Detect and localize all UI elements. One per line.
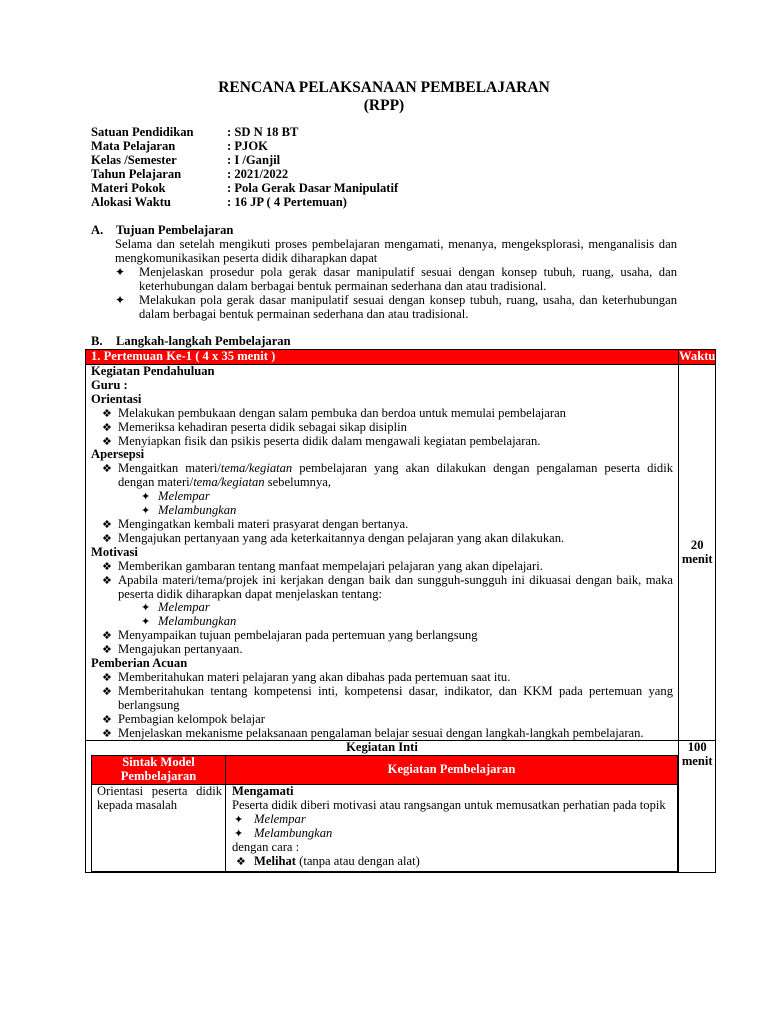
list-item-text: Memberitahukan materi pelajaran yang akan dibahas pada pertemuan saat itu. bbox=[118, 669, 511, 684]
list-item-text: Pembagian kelompok belajar bbox=[118, 711, 265, 726]
apersepsi-title: Apersepsi bbox=[91, 447, 145, 462]
acuan-title: Pemberian Acuan bbox=[91, 656, 188, 671]
list-item-text: Mengajukan pertanyaan. bbox=[118, 642, 243, 657]
section-b-heading bbox=[91, 335, 291, 349]
identity-row bbox=[91, 168, 691, 182]
list-item-italic: tema/kegiatan bbox=[220, 461, 293, 476]
sub-item-text: Melambungkan bbox=[158, 503, 237, 518]
motivasi-title: Motivasi bbox=[91, 544, 138, 559]
inti-header-row bbox=[92, 756, 678, 785]
identity-label: Satuan Pendidikan bbox=[91, 125, 194, 139]
star-arrow-icon: ✦ bbox=[234, 813, 244, 826]
doc-title-line2: (RPP) bbox=[363, 97, 405, 114]
cara-label: dengan cara : bbox=[232, 839, 300, 854]
star-arrow-icon: ✦ bbox=[234, 826, 244, 840]
sub-item-text: Melambungkan bbox=[254, 825, 333, 840]
diamond-bullet-icon: ❖ bbox=[102, 462, 112, 476]
four-pointed-star-icon: ✦ bbox=[115, 265, 126, 279]
inti-time bbox=[679, 741, 716, 872]
star-arrow-icon: ✦ bbox=[141, 504, 151, 518]
identity-row bbox=[91, 182, 691, 196]
sub-item-text: Melempar bbox=[158, 600, 210, 615]
section-title: Langkah-langkah Pembelajaran bbox=[116, 334, 291, 348]
orientasi-title: Orientasi bbox=[91, 391, 142, 406]
section-a-heading bbox=[91, 224, 233, 238]
identity-label: Alokasi Waktu bbox=[91, 195, 171, 209]
identity-value: : PJOK bbox=[227, 139, 268, 153]
objective-item bbox=[115, 294, 677, 322]
list-item bbox=[86, 685, 678, 713]
pendahuluan-time bbox=[679, 365, 716, 741]
diamond-bullet-icon: ❖ bbox=[236, 854, 246, 868]
lesson-steps-table bbox=[85, 349, 716, 873]
list-item-text: Mengingatkan kembali materi prasyarat dengan bertanya. bbox=[118, 516, 409, 531]
star-arrow-icon: ✦ bbox=[141, 615, 151, 629]
diamond-bullet-icon: ❖ bbox=[102, 726, 112, 740]
sub-item bbox=[86, 601, 678, 615]
identity-row bbox=[91, 140, 691, 154]
inti-cell bbox=[86, 741, 679, 872]
diamond-bullet-icon: ❖ bbox=[102, 531, 112, 545]
list-item bbox=[86, 727, 678, 741]
diamond-bullet-icon: ❖ bbox=[102, 420, 112, 434]
diamond-bullet-icon: ❖ bbox=[102, 559, 112, 573]
list-item bbox=[86, 462, 678, 490]
star-arrow-icon: ✦ bbox=[141, 490, 151, 504]
list-item-text: Apabila materi/tema/projek ini kerjakan dengan baik dan sungguh-sungguh ini dikuasai dengan baik, maka peserta didik diharapkan dapat menjelaskan tentang: bbox=[118, 572, 673, 601]
sub-item bbox=[232, 813, 672, 827]
diamond-bullet-icon: ❖ bbox=[102, 406, 112, 420]
list-item-text: Menyampaikan tujuan pembelajaran pada pertemuan yang berlangsung bbox=[118, 628, 478, 643]
list-item bbox=[86, 421, 678, 435]
pendahuluan-row bbox=[86, 365, 716, 741]
list-item-text: Memberitahukan tentang kompetensi inti, kompetensi dasar, indikator, dan KKM pada pertemuan yang berlangsung bbox=[118, 683, 673, 712]
list-item-text: Mengajukan pertanyaan yang ada keterkaitannya dengan pelajaran yang akan dilakukan. bbox=[118, 530, 565, 545]
guru-label: Guru : bbox=[91, 377, 128, 392]
diamond-bullet-icon: ❖ bbox=[102, 670, 112, 684]
sub-item bbox=[232, 827, 672, 841]
objective-text: Menjelaskan prosedur pola gerak dasar manipulatif sesuai dengan konsep tubuh, ruang, usaha, dan keterhubungan dalam berbagai bentuk permainan sederhana dan atau tradisional. bbox=[139, 265, 677, 293]
sub-item-text: Melambungkan bbox=[158, 614, 237, 629]
identity-value: : 2021/2022 bbox=[227, 167, 289, 181]
list-item bbox=[86, 532, 678, 546]
table-header-row bbox=[86, 350, 716, 365]
identity-row bbox=[91, 154, 691, 168]
section-title: Tujuan Pembelajaran bbox=[116, 223, 234, 237]
diamond-bullet-icon: ❖ bbox=[102, 517, 112, 531]
list-item-text: Mengaitkan materi/ bbox=[118, 461, 221, 476]
list-item bbox=[86, 643, 678, 657]
inti-table bbox=[91, 755, 678, 871]
list-item-bold: Melihat bbox=[254, 853, 296, 868]
mengamati-label: Mengamati bbox=[232, 784, 294, 799]
list-item-text: Melakukan pembukaan dengan salam pembuka dan berdoa untuk memulai pembelajaran bbox=[118, 405, 566, 420]
activity-cell bbox=[226, 785, 678, 871]
time-unit: menit bbox=[681, 754, 713, 769]
list-item-text: pembelajaran yang akan dilakukan dengan pengalaman peserta didik dengan materi/ bbox=[118, 461, 674, 490]
identity-value: : Pola Gerak Dasar Manipulatif bbox=[227, 181, 399, 195]
identity-block bbox=[91, 126, 691, 210]
list-item-italic: tema/kegiatan bbox=[193, 475, 265, 490]
list-item bbox=[86, 435, 678, 449]
star-arrow-icon: ✦ bbox=[141, 601, 151, 615]
objective-text: Melakukan pola gerak dasar manipulatif sesuai dengan konsep tubuh, ruang, usaha, dan keterhubungan dalam berbagai bentuk permainan sederhana dan atau tradisional. bbox=[139, 293, 677, 321]
diamond-bullet-icon: ❖ bbox=[102, 434, 112, 448]
list-item bbox=[232, 855, 672, 869]
identity-row bbox=[91, 126, 691, 140]
identity-value: : 16 JP ( 4 Pertemuan) bbox=[227, 195, 347, 209]
inti-body-row bbox=[92, 785, 678, 871]
pendahuluan-cell bbox=[86, 365, 679, 741]
list-item-text: (tanpa atau dengan alat) bbox=[295, 853, 420, 868]
list-item bbox=[86, 560, 678, 574]
four-pointed-star-icon: ✦ bbox=[115, 293, 126, 307]
inti-title: Kegiatan Inti bbox=[346, 740, 418, 755]
identity-label: Mata Pelajaran bbox=[91, 139, 176, 153]
diamond-bullet-icon: ❖ bbox=[102, 629, 112, 643]
identity-label: Materi Pokok bbox=[91, 181, 166, 195]
sub-item bbox=[86, 490, 678, 504]
diamond-bullet-icon: ❖ bbox=[102, 684, 112, 698]
section-a-intro: Selama dan setelah mengikuti proses pembelajaran mengamati, menanya, mengeksplorasi, menganalisis dan mengkomunikasikan peserta didik diharapkan dapat bbox=[115, 237, 677, 265]
list-item bbox=[86, 713, 678, 727]
section-letter: A. bbox=[91, 223, 104, 237]
syntax-cell: Orientasi peserta didik kepada masalah bbox=[92, 785, 226, 871]
sub-item bbox=[86, 504, 678, 518]
inti-row bbox=[86, 741, 716, 872]
list-item-text: sebelumnya, bbox=[264, 475, 331, 490]
list-item-text: Memberikan gambaran tentang manfaat mempelajari pelajaran yang akan dipelajari. bbox=[118, 558, 543, 573]
time-value: 20 bbox=[690, 537, 704, 552]
identity-label: Tahun Pelajaran bbox=[91, 167, 182, 181]
section-letter: B. bbox=[91, 334, 103, 348]
sub-item-text: Melempar bbox=[158, 489, 210, 504]
identity-value: : I /Ganjil bbox=[227, 153, 281, 167]
doc-title-line1: RENCANA PELAKSANAAN PEMBELAJARAN bbox=[218, 79, 550, 96]
activity-header: Kegiatan Pembelajaran bbox=[226, 756, 678, 785]
list-item bbox=[86, 574, 678, 602]
list-item-text: Menjelaskan mekanisme pelaksanaan pengalaman belajar sesuai dengan langkah-langkah pembelajaran. bbox=[118, 725, 644, 740]
sub-item-text: Melempar bbox=[254, 812, 306, 826]
diamond-bullet-icon: ❖ bbox=[102, 643, 112, 657]
header-time: Waktu bbox=[679, 349, 716, 363]
pendahuluan-title: Kegiatan Pendahuluan bbox=[91, 364, 215, 378]
time-unit: menit bbox=[681, 551, 713, 566]
time-value: 100 bbox=[687, 740, 707, 755]
list-item bbox=[86, 407, 678, 421]
identity-value: : SD N 18 BT bbox=[227, 125, 299, 139]
list-item-text: Menyiapkan fisik dan psikis peserta didik dalam mengawali kegiatan pembelajaran. bbox=[118, 433, 541, 448]
sub-item bbox=[86, 615, 678, 629]
identity-row bbox=[91, 196, 691, 210]
list-item-text: Memeriksa kehadiran peserta didik sebagai sikap disiplin bbox=[118, 419, 407, 434]
diamond-bullet-icon: ❖ bbox=[102, 712, 112, 726]
diamond-bullet-icon: ❖ bbox=[102, 573, 112, 587]
activity-desc: Peserta didik diberi motivasi atau rangsangan untuk memusatkan perhatian pada topik bbox=[232, 798, 666, 813]
syntax-header: Sintak Model Pembelajaran bbox=[92, 756, 226, 785]
identity-label: Kelas /Semester bbox=[91, 153, 177, 167]
list-item bbox=[86, 671, 678, 685]
objective-item bbox=[115, 266, 677, 294]
header-meeting: 1. Pertemuan Ke-1 ( 4 x 35 menit ) bbox=[86, 350, 679, 365]
list-item bbox=[86, 518, 678, 532]
list-item bbox=[86, 629, 678, 643]
